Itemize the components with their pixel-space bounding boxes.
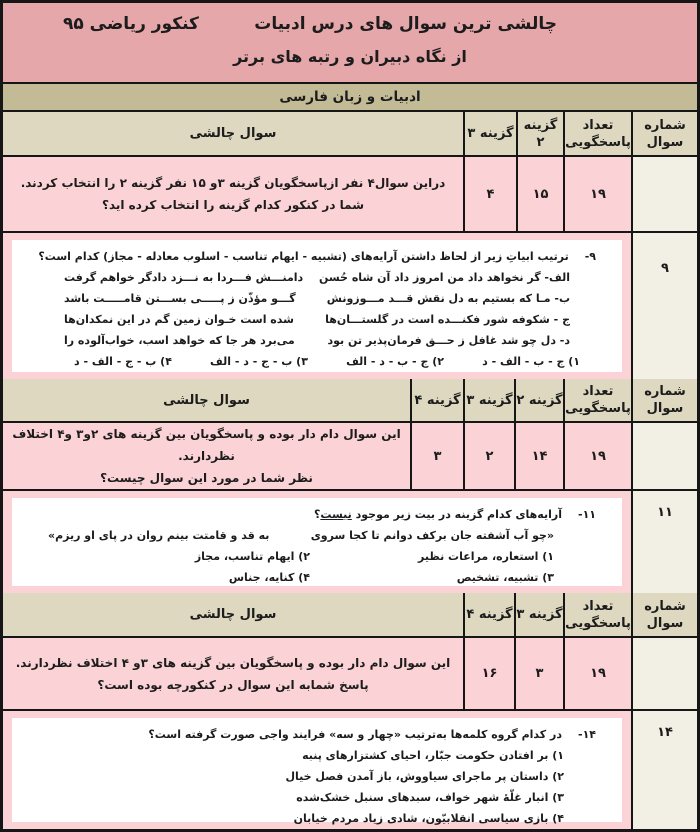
- question11-option1: ۱) استعاره، مراعات نظیر: [418, 550, 554, 563]
- question9-options: [22, 351, 610, 372]
- col-header-option4: گزینه ۴: [410, 379, 463, 421]
- col-header-respondents-l1: تعداد: [582, 117, 614, 133]
- table1-respondents-value: ۱۹: [563, 157, 631, 231]
- question11-stem-line: [22, 504, 610, 525]
- question14-number-label: ۱۴-: [577, 728, 596, 741]
- table2-question-detail-row: [3, 491, 697, 593]
- question14-cell: [3, 711, 631, 829]
- col-header-respondents: [563, 593, 631, 636]
- question9-option2: ۲) ج - ب - د - الف: [346, 355, 444, 368]
- question14-option1: ۱) بر افتادن حکومت جبّار، احیای کشتزارهای پنبه: [302, 749, 564, 762]
- col-header-respondents: [563, 112, 631, 155]
- question11-options-row2: [22, 567, 610, 588]
- question9-verse-3: [22, 309, 610, 330]
- question-table-9: [3, 112, 697, 379]
- verse4-left: می‌برد هر جا که خواهد اسب، خواب‌آلوده را: [64, 334, 295, 347]
- question-table-14: [3, 593, 697, 829]
- col-header-respondents-l2: پاسخگویی: [565, 134, 631, 150]
- table3-question-detail-row: [3, 711, 697, 829]
- col-header-respondents-l2: پاسخگویی: [565, 615, 631, 631]
- question9-stem-line: [22, 246, 610, 267]
- table1-data-row: [3, 157, 697, 233]
- table3-respondents-value: ۱۹: [563, 638, 631, 709]
- question11-options-row1: [22, 546, 610, 567]
- question9-box: [12, 240, 622, 372]
- table2-data-row: [3, 423, 697, 491]
- question11-verse: [22, 525, 610, 546]
- col-header-respondents-l1: تعداد: [582, 598, 614, 614]
- col-header-option2: گزینه ۲: [516, 112, 563, 155]
- col-header-option4: گزینه ۴: [463, 593, 514, 636]
- verse3-right: ج - شکوفه شور فکنـــده است در گلستـــان‌ها: [325, 313, 570, 326]
- question9-verse-2: [22, 288, 610, 309]
- verse3-left: شده است خـوان زمین گم در این نمکدان‌ها: [64, 313, 294, 326]
- question11-stem: [314, 504, 562, 525]
- col-header-challenge: سوال چالشی: [3, 379, 410, 421]
- question14-option4: ۴) بازی سیاسی انقلابیّون، شادی زیاد مردم خیابان: [293, 812, 564, 825]
- table3-challenge-line2: پاسخ شمابه این سوال در کنکورچه بوده است؟: [97, 677, 369, 692]
- table1-challenge-text: [3, 157, 463, 231]
- table2-header-row: [3, 379, 697, 423]
- header-line1: [3, 11, 697, 41]
- question11-number: ۱۱: [631, 491, 697, 593]
- stem-suffix: ؟: [313, 508, 321, 521]
- table3-challenge-line1: این سوال دام دار بوده و پاسخگویان بین گزینه های ۳و ۴ اختلاف نظردارند.: [15, 655, 451, 670]
- question14-stem: در کدام گروه کلمه‌ها به‌ترتیب «چهار و سه» فرایند واجی صورت گرفته است؟: [148, 728, 562, 741]
- verse2-right: ب- مـا که بستیم به دل نقش قـــد مـــوزونش: [326, 292, 570, 305]
- question14-option3: ۳) انبار غلّهٔ شهر خواف، سبدهای سنبل خشک‌شده: [296, 791, 564, 804]
- table1-option2-value: ۱۵: [516, 157, 563, 231]
- question9-verse-4: [22, 330, 610, 351]
- table1-option3-value: ۴: [463, 157, 516, 231]
- col-header-respondents-l1: تعداد: [582, 384, 614, 399]
- col-header-option2: گزینه ۲: [514, 379, 563, 421]
- stem-prefix: آرایه‌های کدام گزینه در بیت زیر موجود: [351, 508, 562, 521]
- question9-number: ۹: [631, 233, 697, 379]
- section-bar: [3, 84, 697, 112]
- question9-option1: ۱) ج - ب - الف - د: [482, 355, 580, 368]
- table2-challenge-line1: این سوال دام دار بوده و پاسخگویان بین گزینه های ۲و۳ و۴ اختلاف نظردارند.: [12, 427, 401, 463]
- table3-option3-value: ۳: [514, 638, 563, 709]
- question11-verse-left: به قد و قامتت بینم روان در پای او ریزم»: [48, 529, 270, 542]
- col-header-option3: گزینه ۳: [463, 379, 514, 421]
- table3-option4-value: ۱۶: [463, 638, 514, 709]
- table3-challenge-text: [3, 638, 463, 709]
- table2-question-no-empty: [631, 423, 697, 489]
- question14-box: [12, 718, 622, 825]
- table1-challenge-line2: شما در کنکور کدام گزینه را انتخاب کرده اید؟: [101, 198, 365, 212]
- col-header-challenge: سوال چالشی: [3, 112, 463, 155]
- question9-option3: ۳) ب - ج - د - الف: [210, 355, 308, 368]
- question11-cell: [3, 491, 631, 593]
- table3-header-row: [3, 593, 697, 638]
- table2-option3-value: ۲: [463, 423, 514, 489]
- question14-number: ۱۴: [631, 711, 697, 829]
- table3-question-no-empty: [631, 638, 697, 709]
- question9-verse-1: [22, 267, 610, 288]
- question9-cell: [3, 233, 631, 379]
- col-header-option3: گزینه ۳: [463, 112, 516, 155]
- col-header-question-no: شماره سوال: [631, 112, 697, 155]
- verse4-right: د- دل چو شد غافل ز حـــق فرمان‌پذیر تن بود: [327, 334, 570, 347]
- question11-box: [12, 498, 622, 586]
- question14-stem-line: [22, 724, 610, 745]
- col-header-option3: گزینه ۳: [514, 593, 563, 636]
- verse1-left: دامنـــش فـــردا به نـــزد دادگر خواهم گرفت: [64, 271, 304, 284]
- col-header-respondents: [563, 379, 631, 421]
- question14-option2: ۲) داستان پر ماجرای سیاووش، باز آمدن فصل خیال: [285, 770, 564, 783]
- table1-question-detail-row: [3, 233, 697, 379]
- question9-stem: ترتیب ابیاتِ زیر از لحاظ داشتن آرایه‌های (تشبیه - ایهام تناسب - اسلوب معادله - مجاز) کدام است؟: [38, 250, 569, 263]
- question11-number-label: ۱۱-: [577, 508, 596, 521]
- question11-option2: ۲) ایهام تناسب، مجاز: [194, 550, 310, 563]
- table1-question-no-empty: [631, 157, 697, 231]
- question-table-11: [3, 379, 697, 593]
- table2-challenge-line2: نظر شما در مورد این سوال چیست؟: [100, 471, 313, 485]
- verse2-left: گـــو مؤذّن ز پـــــی بســـتن قامـــــت باشد: [64, 292, 296, 305]
- question11-option3: ۳) تشبیه، تشخیص: [456, 571, 554, 584]
- question11-option4: ۴) کنایه، جناس: [228, 571, 310, 584]
- table3-data-row: [3, 638, 697, 711]
- page-subtitle: از نگاه دبیران و رتبه های برتر: [233, 47, 467, 66]
- col-header-question-no: شماره سوال: [631, 379, 697, 421]
- question11-verse-right: «چو آب آشفته جان برکف دوانم تا کجا سروی: [310, 529, 554, 542]
- exam-label: کنکور ریاضی ۹۵: [63, 14, 199, 34]
- question9-number-label: ۹-: [584, 250, 596, 263]
- document-header: [3, 3, 697, 84]
- page-title: چالشی ترین سوال های درس ادبیات: [254, 14, 557, 34]
- table2-option4-value: ۳: [410, 423, 463, 489]
- table1-challenge-line1: دراین سوال۴ نفر ازپاسخگویان گزینه ۳و ۱۵ نفر گزینه ۲ را انتخاب کردند.: [20, 176, 446, 190]
- col-header-challenge: سوال چالشی: [3, 593, 463, 636]
- col-header-question-no: شماره سوال: [631, 593, 697, 636]
- table1-header-row: [3, 112, 697, 157]
- question9-option4: ۴) ب - ج - الف - د: [74, 355, 172, 368]
- stem-underlined: نیست: [320, 508, 352, 521]
- col-header-respondents-l2: پاسخگویی: [565, 401, 631, 416]
- table2-challenge-text: [3, 423, 410, 489]
- section-title: ادبیات و زبان فارسی: [279, 89, 421, 105]
- verse1-right: الف- گر نخواهد داد من امروز داد آن شاه حُسن: [318, 271, 570, 284]
- table2-option2-value: ۱۴: [514, 423, 563, 489]
- table2-respondents-value: ۱۹: [563, 423, 631, 489]
